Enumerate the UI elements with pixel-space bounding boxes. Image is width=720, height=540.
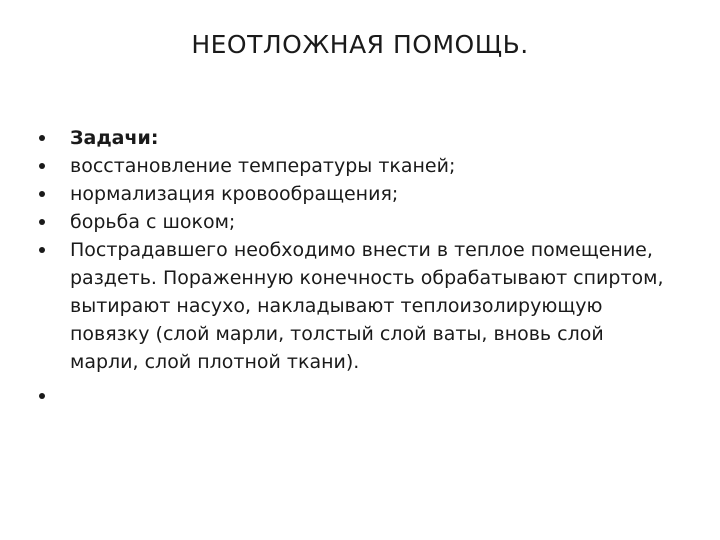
bullet-restore-temperature: восстановление температуры тканей; [38, 152, 678, 180]
bullet-tasks-heading: Задачи: [38, 124, 678, 152]
slide-title: НЕОТЛОЖНАЯ ПОМОЩЬ. [191, 30, 529, 59]
bullet-list [38, 124, 678, 410]
bullet-fight-shock: борьба с шоком; [38, 208, 678, 236]
bullet-first-aid-instructions: Пострадавшего необходимо внести в теплое помещение, раздеть. Пораженную конечность обрабатывают спиртом, вытирают насухо, накладывают теплоизолирующую повязку (слой марли, толстый слой ваты, вновь слой марли, слой плотной ткани). [38, 236, 678, 376]
bullet-normalize-circulation: нормализация кровообращения; [38, 180, 678, 208]
bullet-empty [38, 382, 678, 410]
